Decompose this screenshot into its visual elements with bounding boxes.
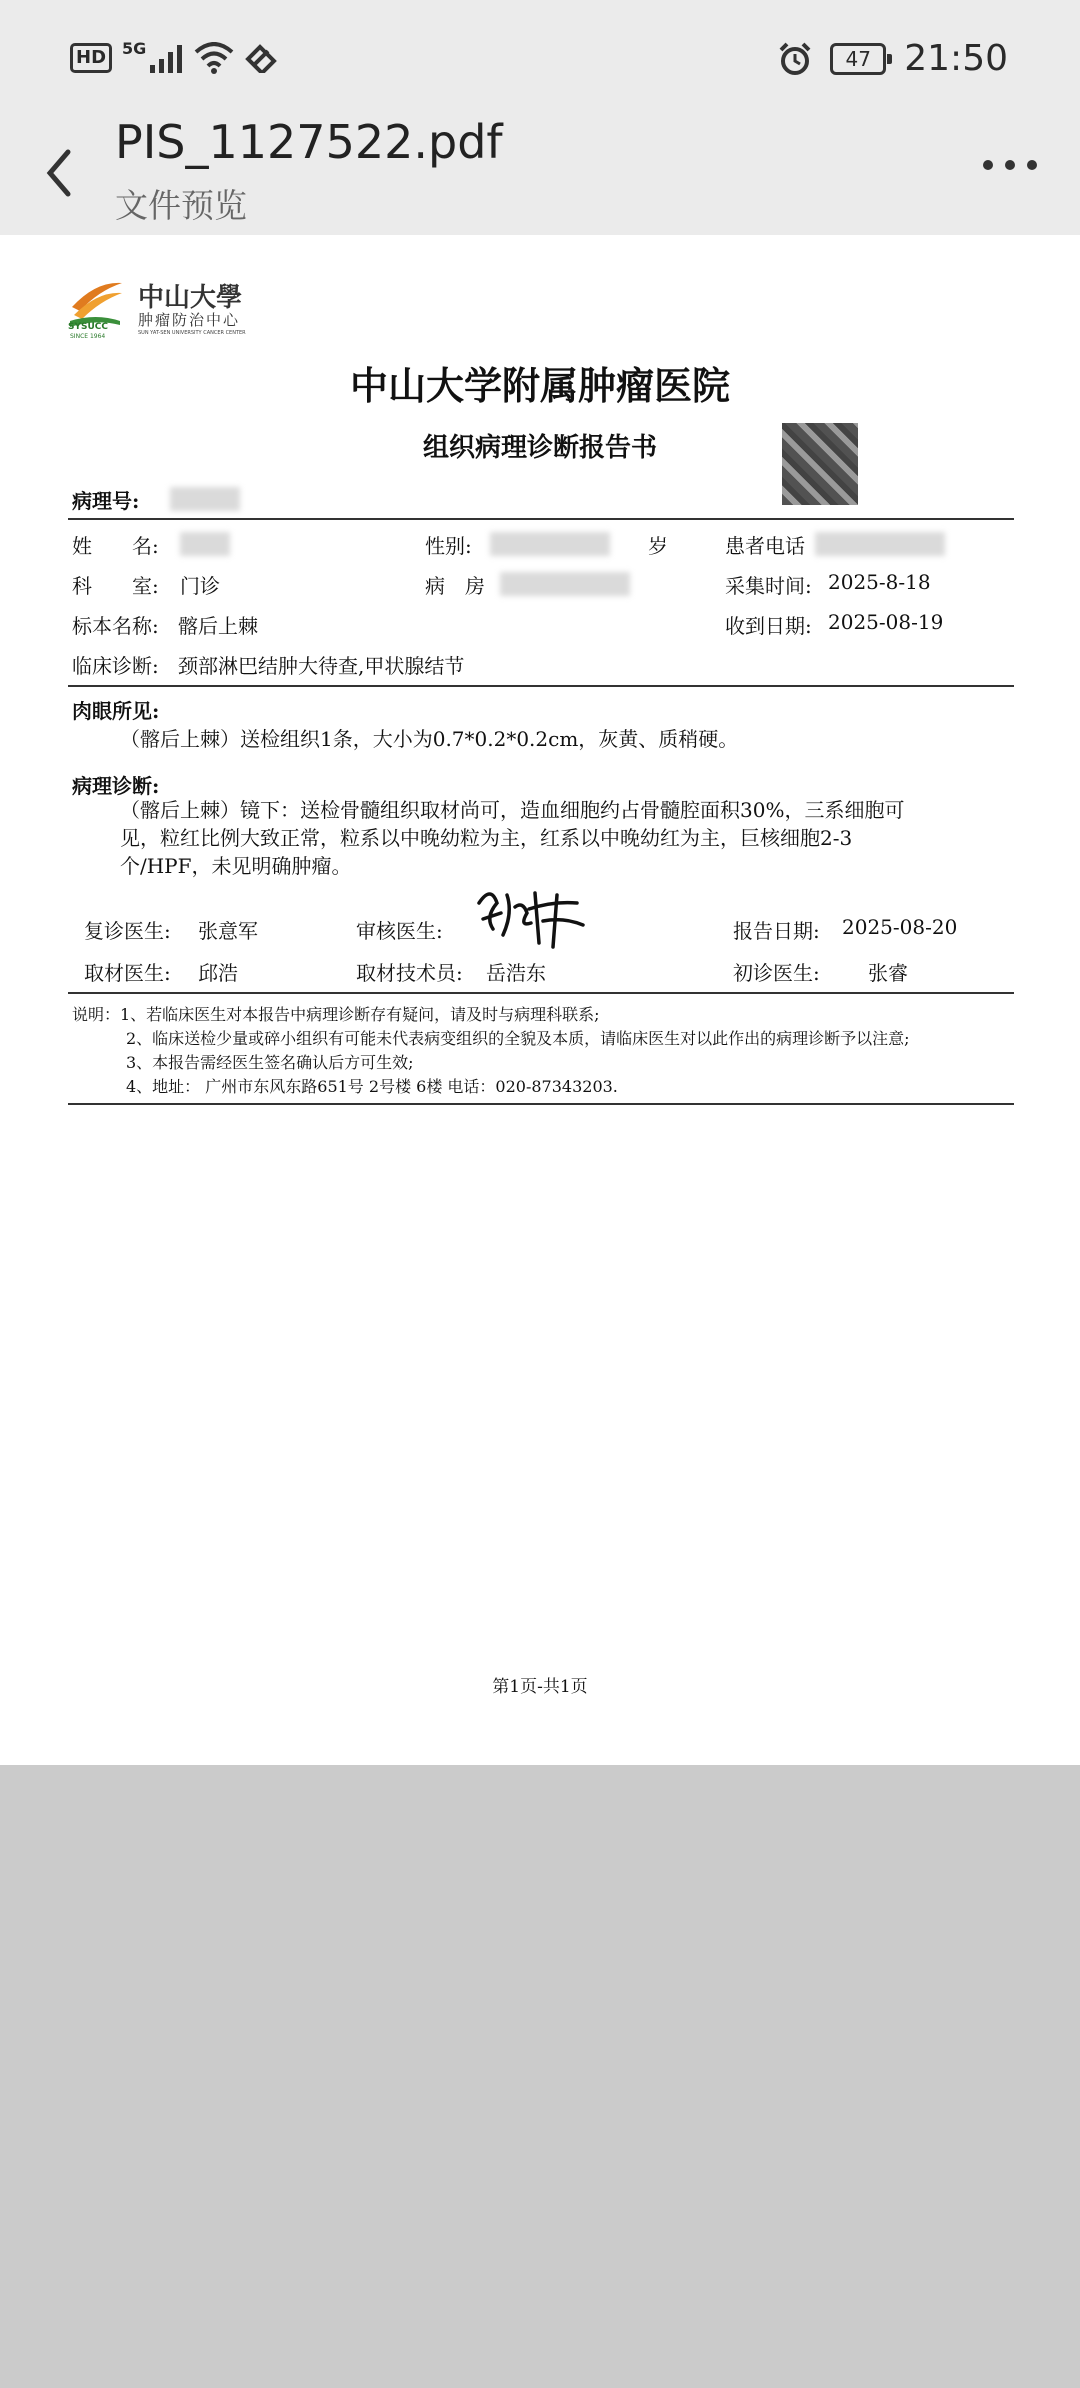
logo-dept-cn: 肿瘤防治中心 xyxy=(138,311,241,329)
redacted-gender-age xyxy=(490,532,610,556)
sampling-label: 取材医生: xyxy=(84,961,171,985)
gross-label: 肉眼所见: xyxy=(72,699,160,723)
dept-value: 门诊 xyxy=(180,574,220,598)
redacted-ward xyxy=(500,572,630,596)
logo-name-en: SUN YAT-SEN UNIVERSITY CANCER CENTER xyxy=(138,330,246,336)
note-line: 3、本报告需经医生签名确认后方可生效; xyxy=(126,1053,414,1072)
status-right xyxy=(778,38,1008,79)
hd-icon: HD xyxy=(70,43,112,73)
redacted-name xyxy=(180,532,230,556)
logo-abbr: SYSUCC xyxy=(68,322,108,332)
status-left xyxy=(70,38,278,74)
page-number: 第1页-共1页 xyxy=(492,1677,588,1697)
signature-image xyxy=(473,873,593,953)
note-line: 2、临床送检少量或碎小组织有可能未代表病变组织的全貌及本质，请临床医生对以此作出的病理诊断予以注意; xyxy=(126,1029,910,1048)
audit-label: 审核医生: xyxy=(356,919,443,943)
logo-name-cn: 中山大學 xyxy=(138,283,243,313)
specimen-value: 髂后上棘 xyxy=(178,614,258,638)
nfc-icon xyxy=(244,43,278,73)
gross-text: （髂后上棘）送检组织1条，大小为0.7*0.2*0.2cm，灰黄、质稍硬。 xyxy=(120,727,739,751)
initial-label: 初诊医生: xyxy=(733,961,820,985)
alarm-icon xyxy=(778,42,812,76)
sampling-value: 邱浩 xyxy=(198,961,238,985)
signal-icon xyxy=(150,43,184,73)
gender-label: 性别: xyxy=(425,534,472,558)
phone-label: 患者电话 xyxy=(725,534,805,558)
report-date-value: 2025-08-20 xyxy=(842,915,958,939)
note-line: 4、地址： 广州市东风东路651号 2号楼 6楼 电话：020-87343203. xyxy=(126,1077,618,1096)
hospital-name: 中山大学附属肿瘤医院 xyxy=(349,363,730,408)
report-date-label: 报告日期: xyxy=(733,919,820,943)
note-line: 说明：1、若临床医生对本报告中病理诊断存有疑问，请及时与病理科联系; xyxy=(72,1005,600,1024)
review-value: 张意军 xyxy=(198,919,258,943)
specimen-label: 标本名称: xyxy=(72,614,159,638)
divider xyxy=(68,992,1014,994)
back-icon[interactable] xyxy=(36,138,86,208)
diagnosis-label: 病理诊断: xyxy=(72,774,160,798)
dept-label: 科 室: xyxy=(72,574,159,598)
redacted-phone xyxy=(815,532,945,556)
hospital-logo xyxy=(68,277,258,347)
diagnosis-line: 见，粒红比例大致正常，粒系以中晚幼粒为主，红系以中晚幼红为主，巨核细胞2-3 xyxy=(120,826,853,850)
divider xyxy=(68,1103,1014,1105)
network-type: 5G xyxy=(122,38,147,58)
status-bar xyxy=(0,0,1080,130)
initial-value: 张睿 xyxy=(868,961,908,985)
collect-label: 采集时间: xyxy=(725,574,812,598)
redacted-pathology-no xyxy=(170,487,240,511)
empty-viewer-area xyxy=(0,1765,1080,2388)
review-label: 复诊医生: xyxy=(84,919,171,943)
clinical-value: 颈部淋巴结肿大待查,甲状腺结节 xyxy=(178,654,465,678)
diagnosis-line: 个/HPF，未见明确肿瘤。 xyxy=(120,854,352,878)
logo-since: SINCE 1964 xyxy=(70,333,106,340)
file-title: PIS_1127522.pdf xyxy=(115,115,503,169)
report-title: 组织病理诊断报告书 xyxy=(422,433,657,463)
clock: 21:50 xyxy=(904,38,1008,79)
clinical-label: 临床诊断: xyxy=(72,654,159,678)
app-bar xyxy=(0,115,1080,235)
tech-label: 取材技术员: xyxy=(356,961,463,985)
qr-code xyxy=(782,423,858,505)
age-suffix: 岁 xyxy=(648,534,668,558)
name-label: 姓 名: xyxy=(72,534,159,558)
battery-icon: 47 xyxy=(830,43,886,75)
receive-value: 2025-08-19 xyxy=(828,610,944,634)
divider xyxy=(68,518,1014,520)
diagnosis-line: （髂后上棘）镜下：送检骨髓组织取材尚可，造血细胞约占骨髓腔面积30%，三系细胞可 xyxy=(120,798,905,822)
more-options-icon[interactable] xyxy=(980,150,1040,180)
collect-value: 2025-8-18 xyxy=(828,570,931,594)
divider xyxy=(68,685,1014,687)
pdf-page[interactable] xyxy=(0,235,1080,1765)
wifi-icon xyxy=(194,42,234,74)
file-subtitle: 文件预览 xyxy=(115,186,247,225)
pathology-no-label: 病理号: xyxy=(72,489,140,513)
tech-value: 岳浩东 xyxy=(486,961,546,985)
ward-label: 病 房 xyxy=(425,574,485,598)
receive-label: 收到日期: xyxy=(725,614,812,638)
